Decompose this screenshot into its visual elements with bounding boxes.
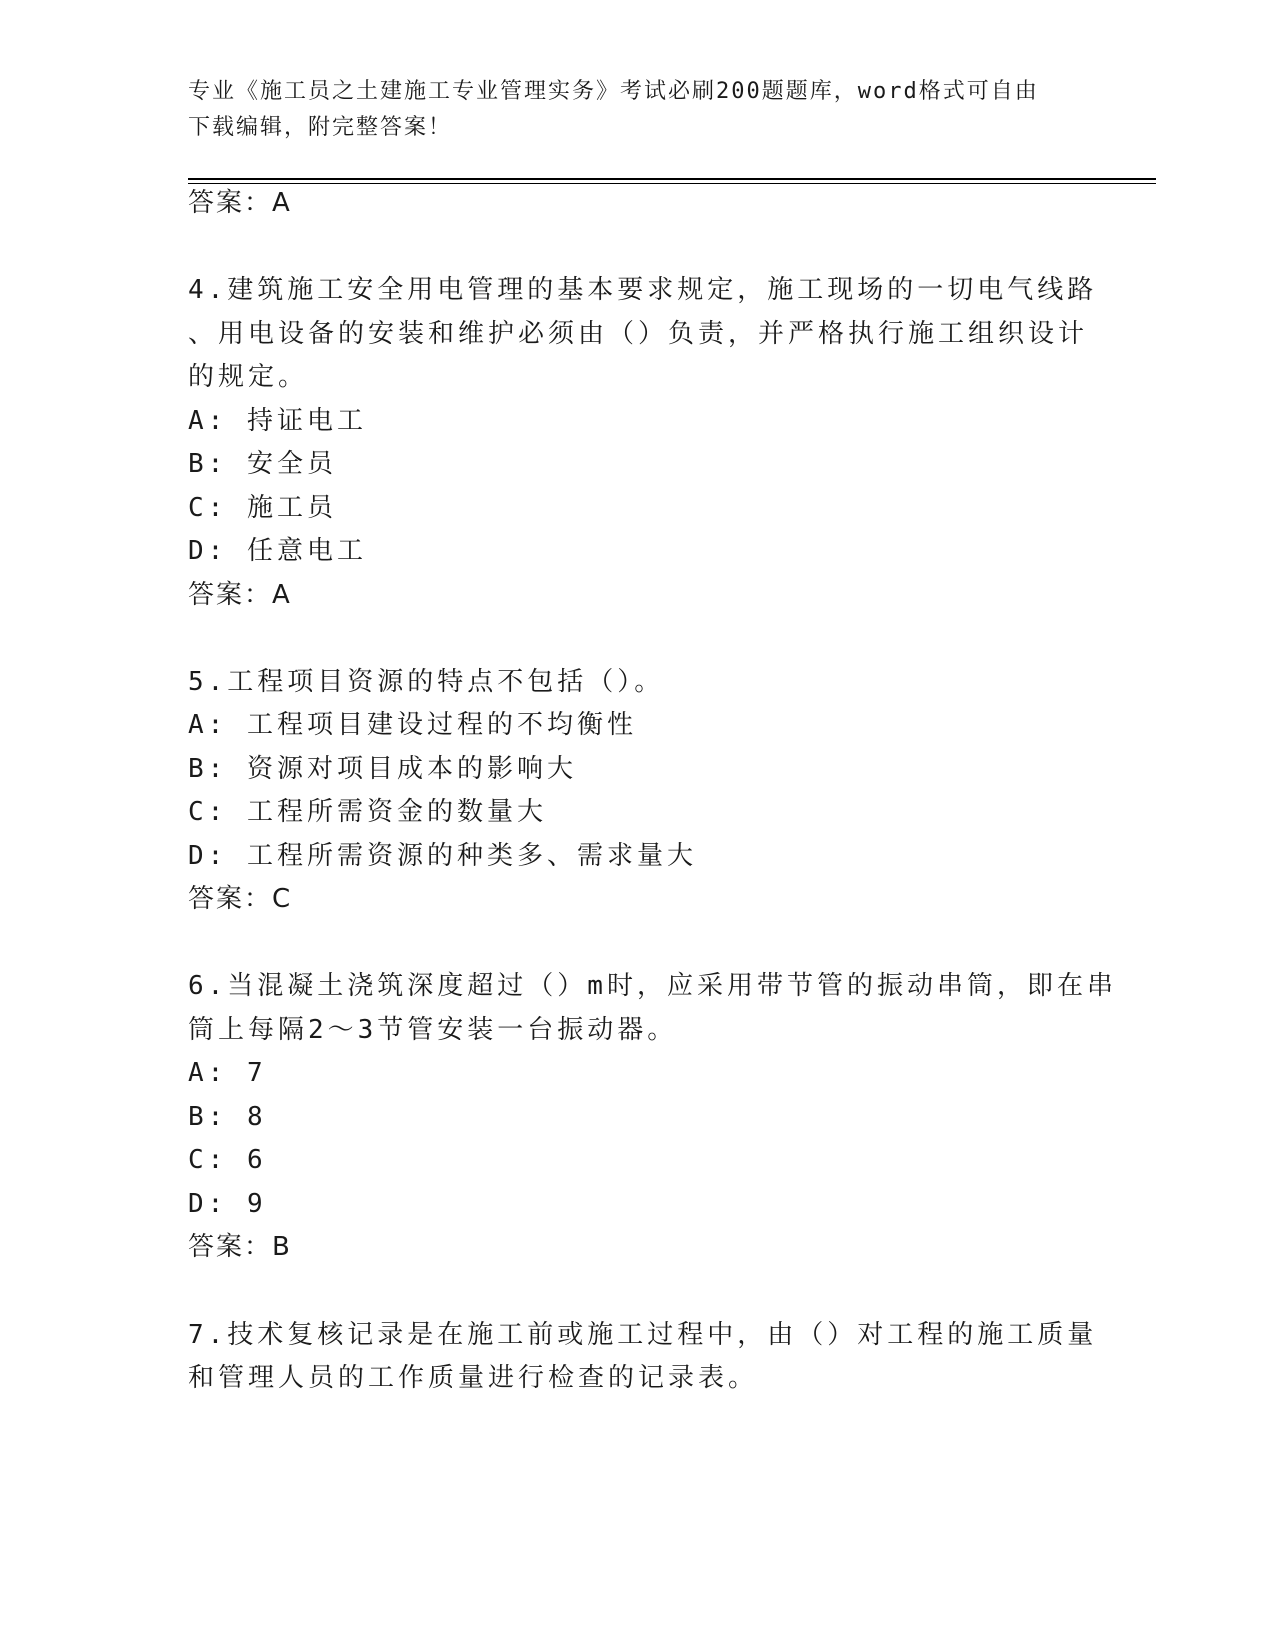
- question-4-stem-line-2: 、用电设备的安装和维护必须由（）负责，并严格执行施工组织设计: [188, 319, 1089, 349]
- question-5-answer: 答案：C: [188, 884, 293, 914]
- question-6-stem-line-2: 筒上每隔2～3节管安装一台振动器。: [188, 1015, 678, 1045]
- question-5-option-a: A: 工程项目建设过程的不均衡性: [188, 710, 637, 740]
- question-6-option-d: D: 9: [188, 1189, 267, 1219]
- question-6-answer: 答案：B: [188, 1232, 292, 1262]
- question-5-option-d: D: 工程所需资源的种类多、需求量大: [188, 841, 697, 871]
- question-5-option-b: B: 资源对项目成本的影响大: [188, 754, 577, 784]
- header-rule-thin: [188, 183, 1156, 184]
- question-4-stem-line-3: 的规定。: [188, 362, 309, 392]
- question-4-stem-line-1: 4.建筑施工安全用电管理的基本要求规定，施工现场的一切电气线路: [188, 275, 1098, 305]
- header-line-2: 下载编辑，附完整答案！: [188, 115, 453, 140]
- question-4-option-c: C: 施工员: [188, 493, 337, 523]
- previous-answer: 答案：A: [188, 188, 292, 218]
- question-7-stem-line-1: 7.技术复核记录是在施工前或施工过程中，由（）对工程的施工质量: [188, 1320, 1098, 1350]
- question-4-option-d: D: 任意电工: [188, 536, 367, 566]
- question-4-answer: 答案：A: [188, 580, 292, 610]
- question-6-option-b: B: 8: [188, 1102, 267, 1132]
- question-4-option-a: A: 持证电工: [188, 406, 367, 436]
- question-6-stem-line-1: 6.当混凝土浇筑深度超过（）m时，应采用带节管的振动串筒，即在串: [188, 971, 1117, 1001]
- question-5-option-c: C: 工程所需资金的数量大: [188, 797, 547, 827]
- question-6-option-c: C: 6: [188, 1145, 267, 1175]
- header-rule-thick: [188, 178, 1156, 180]
- question-4-option-b: B: 安全员: [188, 449, 337, 479]
- question-7-stem-line-2: 和管理人员的工作质量进行检查的记录表。: [188, 1363, 759, 1393]
- question-5-stem-line-1: 5.工程项目资源的特点不包括（）。: [188, 667, 665, 697]
- question-6-option-a: A: 7: [188, 1058, 267, 1088]
- document-header: [188, 74, 1078, 146]
- header-line-1: 专业《施工员之土建施工专业管理实务》考试必刷200题题库，word格式可自由: [188, 79, 1039, 104]
